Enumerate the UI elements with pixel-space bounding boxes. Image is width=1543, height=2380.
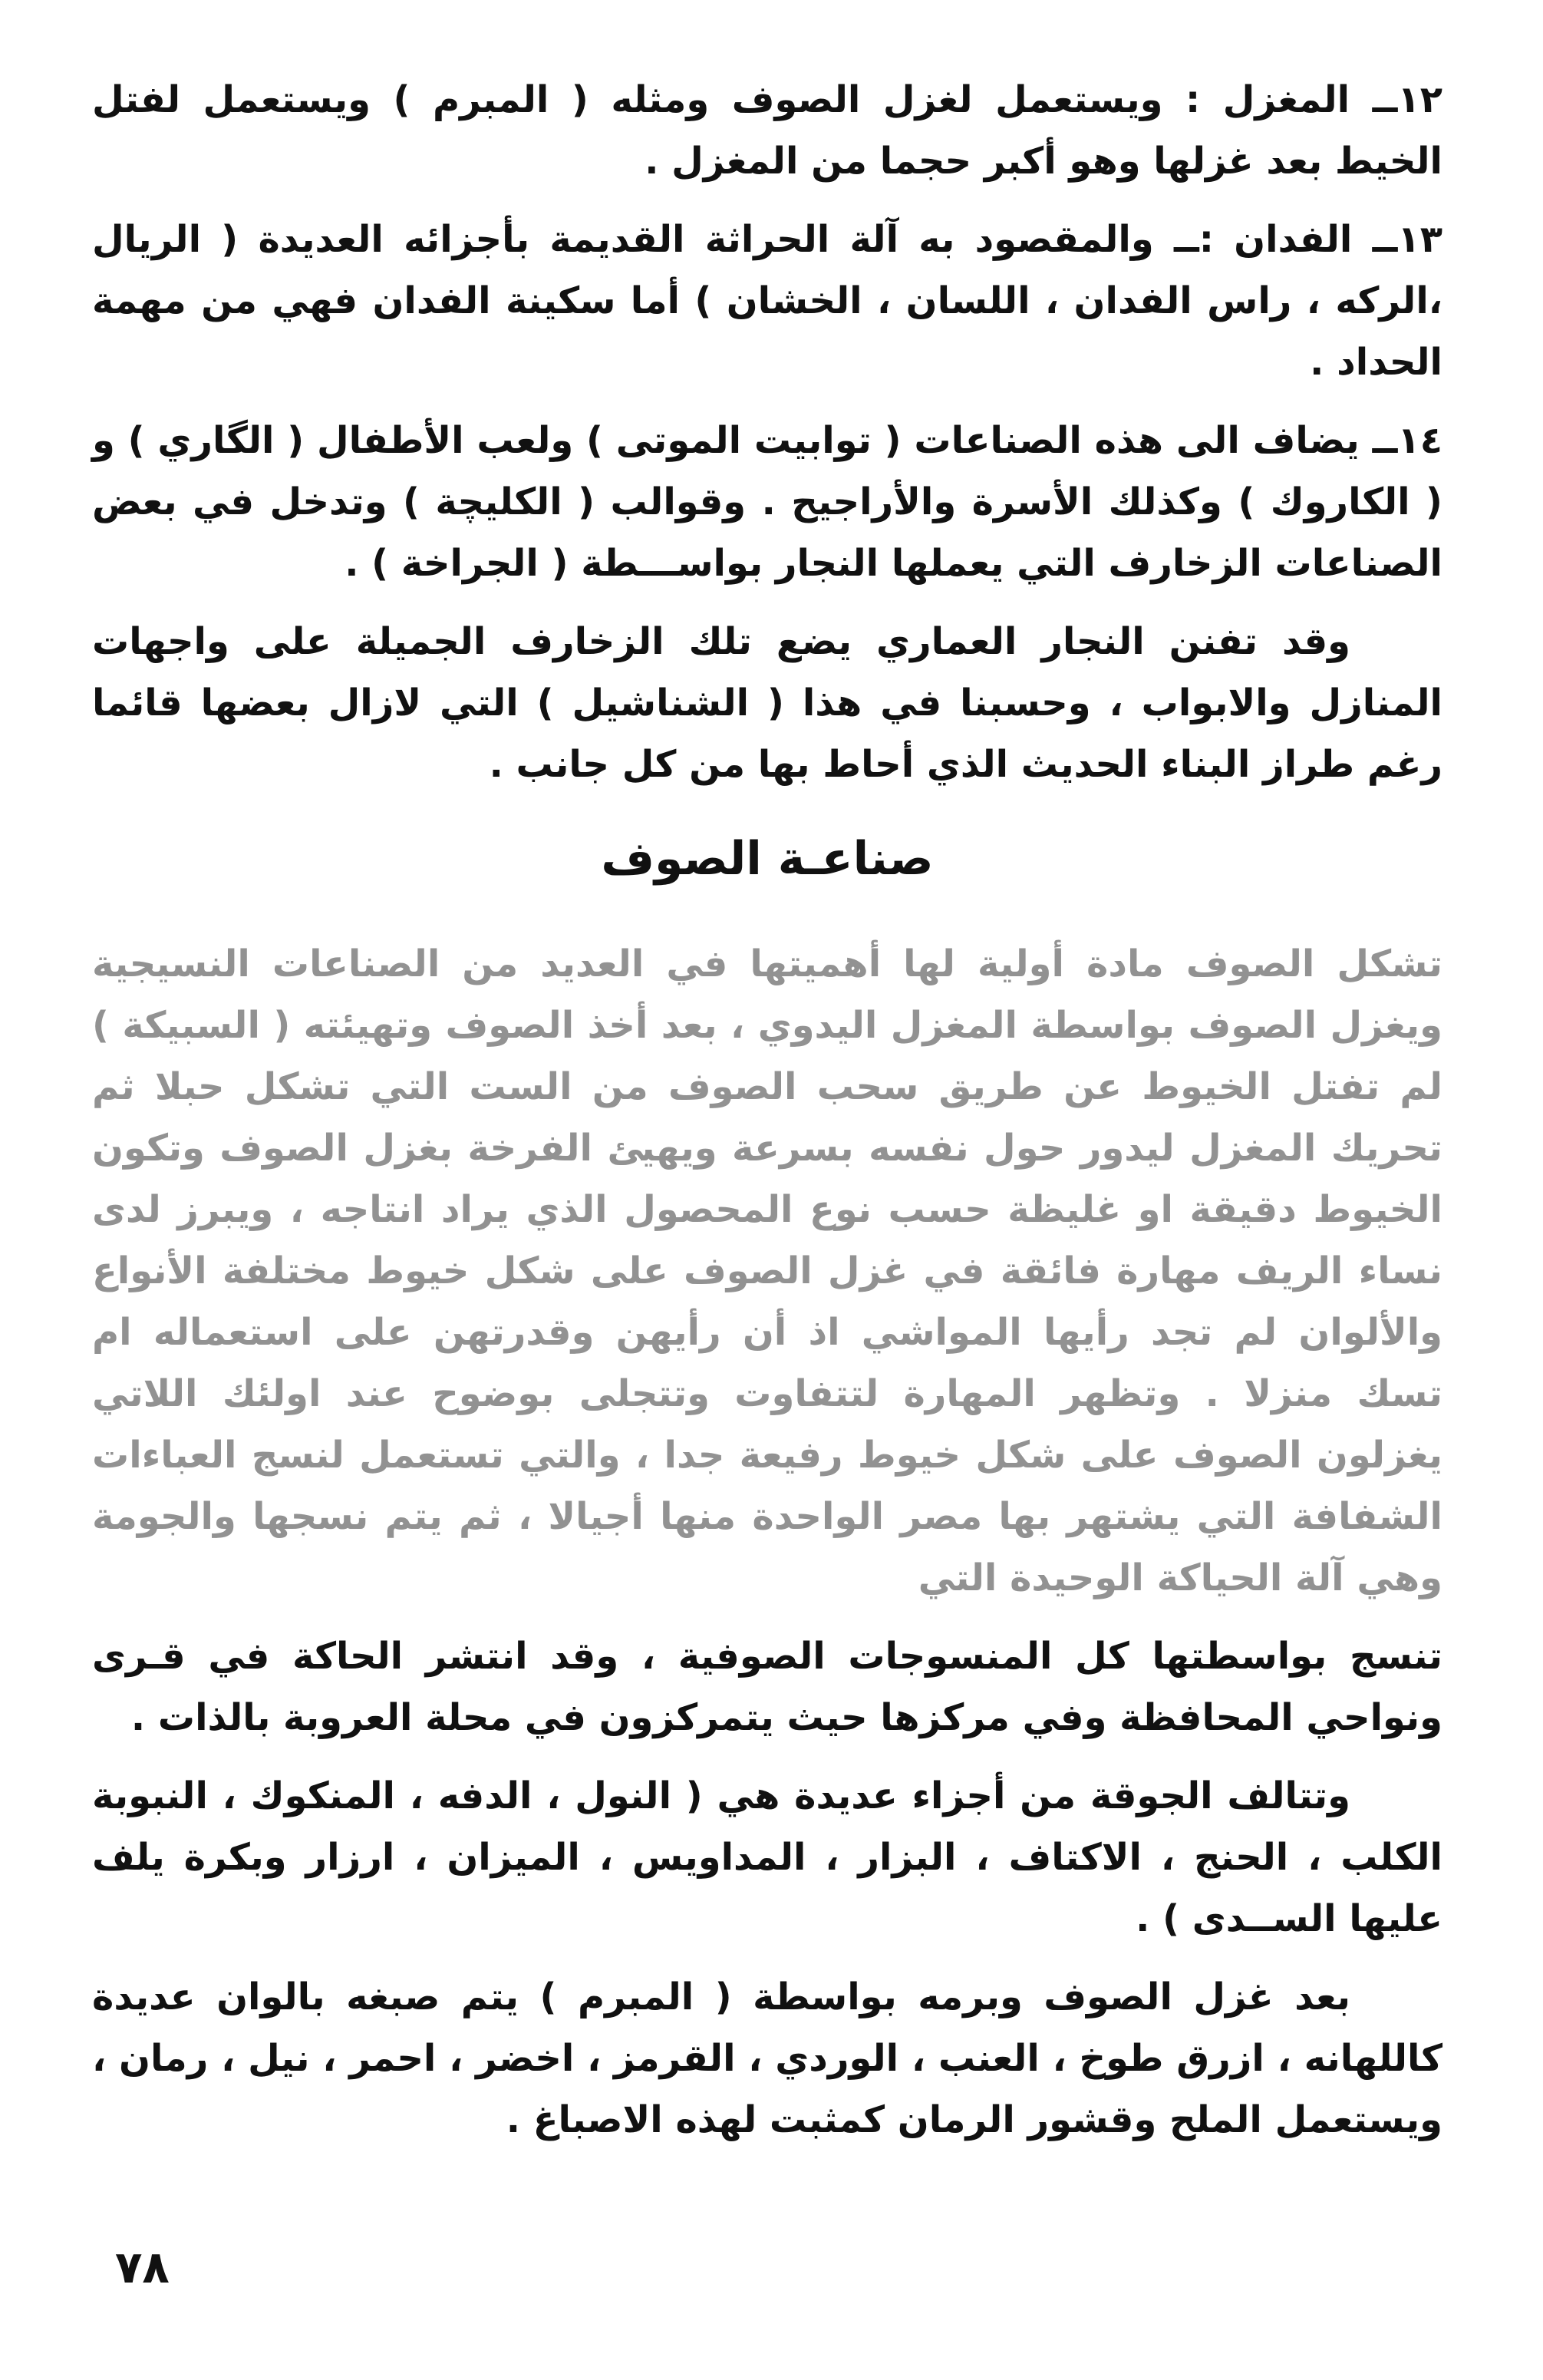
parts-paragraph: وتتالف الجوقة من أجزاء عديدة هي ( النول ، الدفه ، المنكوك ، النبوبة الكلب ، الحنج ، الاكتاف ، البزار ، المداويس ، الميزان ، ارزار وبكرة يلف عليها الســدى ) .	[92, 1774, 1442, 1940]
paragraph-after-faded: تنسج بواسطتها كل المنسوجات الصوفية ، وقد انتشر الحاكة في قـرى ونواحي المحافظة وفي مركزها حيث يتمركزون في محلة العروبة بالذات .	[92, 1635, 1442, 1739]
book-page	[92, 69, 1442, 2341]
list-item-14: ١٤ــ يضاف الى هذه الصناعات ( توابيت الموتى ) ولعب الأطفال ( الگاري ) و ( الكاروك ) وكذلك الأسرة والأراجيح . وقوالب ( الكليچة ) وتدخل في بعض الصناعات الزخارف التي يعملها النجار بواســـطة ( الجراخة ) .	[92, 419, 1442, 585]
faded-paragraph: تشكل الصوف مادة أولية لها أهميتها في العديد من الصناعات النسيجية ويغزل الصوف بواسطة المغزل اليدوي ، بعد أخذ الصوف وتهيئته ( السبيكة ) لم تفتل الخيوط عن طريق سحب الصوف من الست التي تشكل حبلا ثم تحريك المغزل ليدور حول نفسه بسرعة ويهيئ الفرخة بغزل الصوف وتكون الخيوط دقيقة او غليظة حسب نوع المحصول الذي يراد انتاجه ، ويبرز لدى نساء الريف مهارة فائقة في غزل الصوف على شكل خيوط مختلفة الأنواع والألوان لم تجد رأيها المواشي اذ أن رأيهن وقدرتهن على استعماله ام تسك منزلا . وتظهر المهارة لتتفاوت وتتجلى بوضوح عند اولئك اللاتي يغزلون الصوف على شكل خيوط رفيعة جدا ، والتي تستعمل لنسج العباءات الشفافة التي يشتهر بها مصر الواحدة منها أجيالا ، ثم يتم نسجها والجومة وهي آلة الحياكة الوحيدة التي	[92, 942, 1442, 1599]
dyeing-paragraph: بعد غزل الصوف وبرمه بواسطة ( المبرم ) يتم صبغه بالوان عديدة كاللهانه ، ازرق طوخ ، العنب ، الوردي ، القرمز ، اخضر ، احمر ، نيل ، رمان ، ويستعمل الملح وقشور الرمان كمثبت لهذه الاصباغ .	[92, 1976, 1442, 2141]
page-number: ٧٨	[115, 2241, 170, 2293]
intro-paragraph: وقد تفنن النجار العماري يضع تلك الزخارف الجميلة على واجهات المنازل والابواب ، وحسبنا في هذا ( الشناشيل ) التي لازال بعضها قائما رغم طراز البناء الحديث الذي أحاط بها من كل جانب .	[92, 620, 1442, 786]
list-item-12: ١٢ــ المغزل : ويستعمل لغزل الصوف ومثله ( المبرم ) ويستعمل لفتل الخيط بعد غزلها وهو أكبر حجما من المغزل .	[92, 78, 1442, 183]
list-item-13: ١٣ــ الفدان :ــ والمقصود به آلة الحراثة القديمة بأجزائه العديدة ( الريال ،الركه ، راس الفدان ، اللسان ، الخشان ) أما سكينة الفدان فهي من مهمة الحداد .	[92, 218, 1442, 384]
section-heading: صناعـة الصوف	[601, 832, 934, 886]
